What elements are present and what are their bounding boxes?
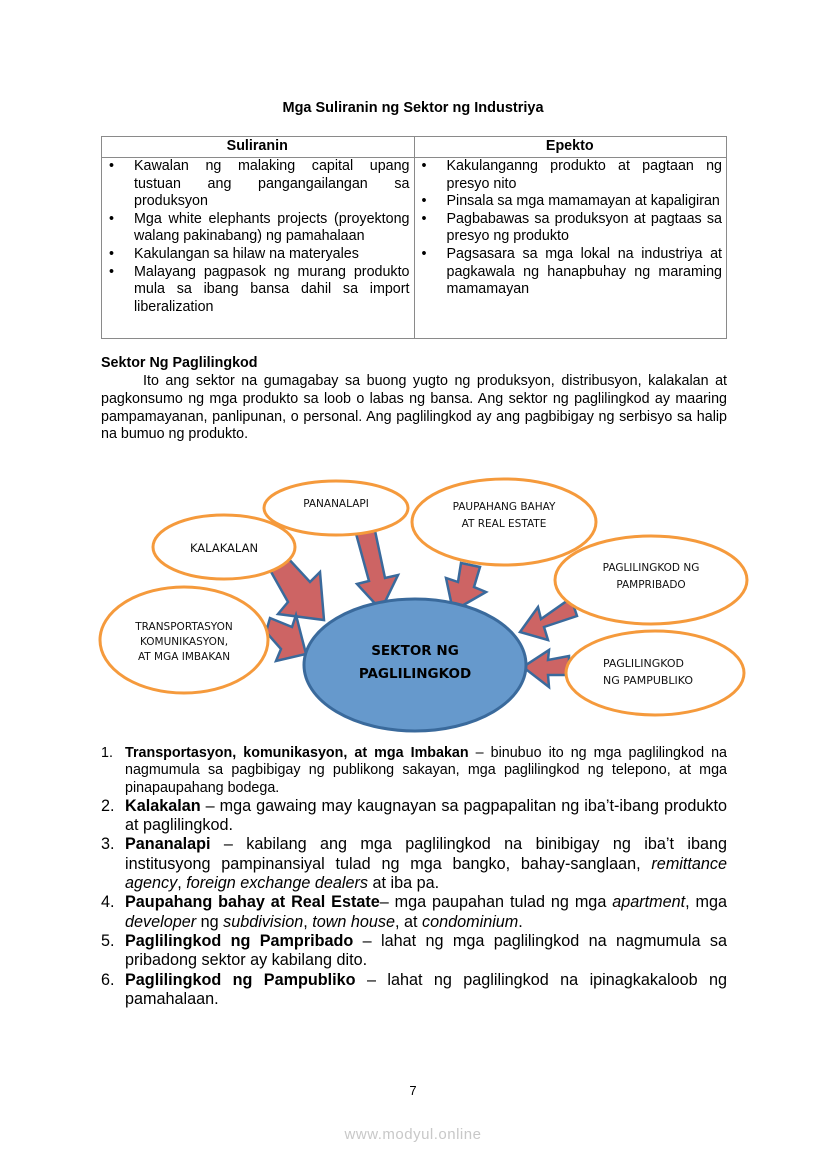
suliranin-text: Kawalan ng malaking capital upang tustuan ang pangangailangan sa produksyon: [134, 158, 410, 210]
definition-italic: town house: [312, 912, 396, 931]
node-label: NG PAMPUBLIKO: [603, 674, 694, 687]
definition-text: – kabilang ang mga paglilingkod na binibigay ng iba’t ibang institusyong pampinansiyal tulad ng mga bangko, bahay-sanglaan,: [125, 835, 727, 873]
definition-term: Paglilingkod ng Pampribado: [125, 931, 354, 950]
definition-item: [101, 971, 727, 1010]
item-number: 4.: [101, 893, 115, 912]
arrow-pampubliko: [523, 650, 569, 687]
list-item: [105, 246, 410, 264]
definition-text: – lahat ng mga paglilingkod na nagmumula sa pribadong sektor ay kabilang dito.: [125, 931, 727, 970]
definition-term: Kalakalan: [125, 796, 201, 815]
bullet-icon: •: [109, 210, 115, 227]
table-header-row: [102, 137, 727, 158]
list-item: [418, 211, 723, 246]
definition-italic: condominium: [422, 912, 519, 931]
node-transportasyon: [100, 587, 268, 693]
epekto-cell: [414, 158, 727, 339]
center-label-line2: PAGLILINGKOD: [358, 666, 472, 682]
column-header-epekto: Epekto: [414, 137, 727, 158]
node-label: TRANSPORTASYON: [135, 621, 233, 633]
definition-text: – mga gawaing may kaugnayan sa pagpapalitan ng iba’t-ibang produkto at paglilingkod.: [125, 796, 727, 835]
node-label: AT MGA IMBAKAN: [137, 651, 231, 663]
table-row: [102, 158, 727, 339]
definition-term: Paupahang bahay at Real Estate: [125, 893, 380, 912]
node-pampribado: [555, 536, 747, 624]
bullet-icon: •: [109, 245, 115, 262]
definition-text: ng: [196, 912, 224, 931]
center-ellipse: [304, 599, 526, 731]
bullet-icon: •: [109, 158, 115, 174]
bullet-icon: •: [421, 245, 427, 262]
node-label: PAMPRIBADO: [616, 579, 686, 591]
list-item: [105, 158, 410, 211]
definition-text: at iba pa.: [368, 874, 440, 893]
node-label: PAUPAHANG BAHAY: [452, 501, 556, 513]
bullet-icon: •: [109, 263, 115, 280]
node-label: AT REAL ESTATE: [461, 518, 547, 530]
node-kalakalan: [153, 515, 295, 579]
list-item: [418, 158, 723, 193]
node-pananalapi: [264, 481, 408, 535]
item-number: 2.: [101, 796, 115, 815]
suliranin-text: Mga white elephants projects (proyektong walang pakinabang) ng pamahalaan: [134, 210, 410, 245]
column-header-suliranin: Suliranin: [102, 137, 415, 158]
watermark: www.modyul.online: [344, 1126, 482, 1143]
item-number: 6.: [101, 970, 115, 989]
epekto-text: Pagsasara sa mga lokal na industriya at pagkawala ng hanapbuhay ng maraming mamamayan: [446, 245, 722, 298]
node-label: PAGLILINGKOD NG: [602, 562, 700, 574]
epekto-text: Pagbabawas sa produksyon at pagtaas sa presyo ng produkto: [446, 210, 722, 245]
bullet-icon: •: [421, 193, 427, 210]
definitions-list: [101, 745, 727, 1009]
definition-text: – lahat ng paglilingkod na ipinagkakaloob ng pamahalaan.: [125, 970, 727, 1008]
definition-text: – mga paupahan tulad ng mga: [379, 893, 613, 912]
arrow-transportasyon: [266, 615, 306, 661]
epekto-text: Pinsala sa mga mamamayan at kapaligiran: [446, 193, 720, 210]
node-label: PAGLILINGKOD: [603, 657, 685, 670]
list-item: [418, 246, 723, 299]
item-number: 3.: [101, 835, 115, 854]
definition-text: .: [518, 912, 523, 931]
definition-item: [101, 932, 727, 971]
definition-italic: developer: [125, 912, 197, 931]
page-title: Mga Suliranin ng Sektor ng Industriya: [282, 100, 544, 116]
list-item: [105, 264, 410, 317]
node-label: KALAKALAN: [189, 541, 259, 555]
definition-text: – binubuo ito ng mga paglilingkod na nagmumula sa pagbibigay ng publikong sakayan, mga paglilingkod ng telepono, at mga pinapaupahang bodega.: [125, 745, 727, 796]
definition-italic: subdivision: [223, 912, 304, 931]
item-number: 1.: [101, 745, 113, 761]
list-item: [418, 193, 723, 211]
definition-text: , mga: [685, 893, 727, 912]
node-pampubliko: [566, 631, 744, 715]
definition-item: [101, 893, 727, 932]
definition-item: [101, 745, 727, 797]
node-label: KOMUNIKASYON,: [139, 636, 229, 648]
definition-text: ,: [303, 912, 313, 931]
definition-term: Transportasyon, komunikasyon, at mga Imbakan: [125, 745, 469, 761]
arrow-pananalapi: [355, 526, 398, 610]
definition-item: [101, 835, 727, 893]
item-number: 5.: [101, 931, 115, 950]
page-number: 7: [409, 1083, 417, 1098]
bullet-icon: •: [421, 210, 427, 227]
epekto-text: Kakulanganng produkto at pagtaan ng presyo nito: [446, 158, 722, 192]
suliranin-text: Malayang pagpasok ng murang produkto mula sa ibang bansa dahil sa import liberalization: [134, 263, 410, 315]
section-paragraph: Ito ang sektor na gumagabay sa buong yugto ng produksyon, distribusyon, kalakalan at pagkonsumo ng mga produkto sa loob o labas ng bansa. Ang sektor ng paglilingkod ay maaring pampamayanan, panlipunan, o personal. Ang paglilingkod ay ang pagbibigay ng serbisyo sa halip na bumuo ng produkto.: [101, 373, 727, 443]
service-sector-diagram: [0, 470, 826, 740]
node-label: PANANALAPI: [303, 498, 369, 510]
definition-text: , at: [395, 912, 423, 931]
definition-term: Pananalapi: [125, 835, 211, 854]
definition-italic: remittance agency: [125, 854, 727, 893]
node-paupahang: [412, 479, 596, 565]
definition-item: [101, 797, 727, 836]
definition-italic: apartment: [612, 893, 686, 912]
list-item: [105, 211, 410, 246]
issues-table: [101, 136, 727, 339]
definition-italic: foreign exchange dealers: [186, 874, 368, 893]
suliranin-cell: [102, 158, 415, 339]
bullet-icon: •: [421, 158, 427, 174]
definition-term: Paglilingkod ng Pampubliko: [125, 970, 356, 989]
definition-text: ,: [177, 874, 187, 893]
section-heading: Sektor Ng Paglilingkod: [101, 355, 258, 371]
suliranin-text: Kakulangan sa hilaw na materyales: [134, 245, 359, 262]
center-label-line1: SEKTOR NG: [371, 643, 459, 659]
